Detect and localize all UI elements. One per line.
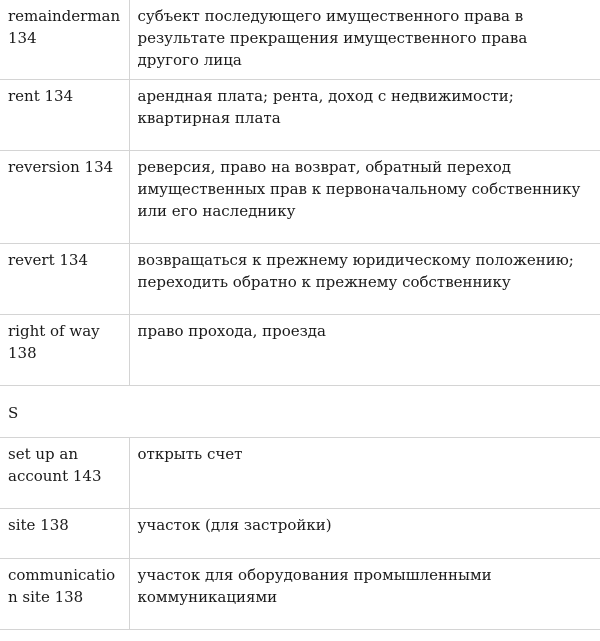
table-row	[0, 559, 600, 630]
table-row	[0, 509, 600, 559]
term-cell: remainderman 134	[0, 0, 129, 80]
term-cell: site 138	[0, 509, 129, 559]
term-cell: reversion 134	[0, 151, 129, 244]
definition-cell: участок (для застройки)	[129, 509, 600, 559]
definition-cell: открыть счет	[129, 438, 600, 509]
section-letter: S	[0, 386, 600, 438]
term-cell: set up an account 143	[0, 438, 129, 509]
table-row	[0, 315, 600, 386]
section-header-row	[0, 386, 600, 438]
table-row	[0, 80, 600, 151]
term-cell: revert 134	[0, 244, 129, 315]
term-cell: right of way 138	[0, 315, 129, 386]
definition-cell: возвращаться к прежнему юридическому положению; переходить обратно к прежнему собственнику	[129, 244, 600, 315]
table-row	[0, 0, 600, 80]
definition-cell: субъект последующего имущественного права в результате прекращения имущественного права другого лица	[129, 0, 600, 80]
definition-cell: право прохода, проезда	[129, 315, 600, 386]
term-cell: rent 134	[0, 80, 129, 151]
definition-cell: реверсия, право на возврат, обратный переход имущественных прав к первоначальному собственнику или его наследнику	[129, 151, 600, 244]
table-row	[0, 151, 600, 244]
term-cell: communication site 138	[0, 559, 129, 630]
table-row	[0, 438, 600, 509]
table-row	[0, 244, 600, 315]
definition-cell: арендная плата; рента, доход с недвижимости; квартирная плата	[129, 80, 600, 151]
definition-cell: участок для оборудования промышленными коммуникациями	[129, 559, 600, 630]
